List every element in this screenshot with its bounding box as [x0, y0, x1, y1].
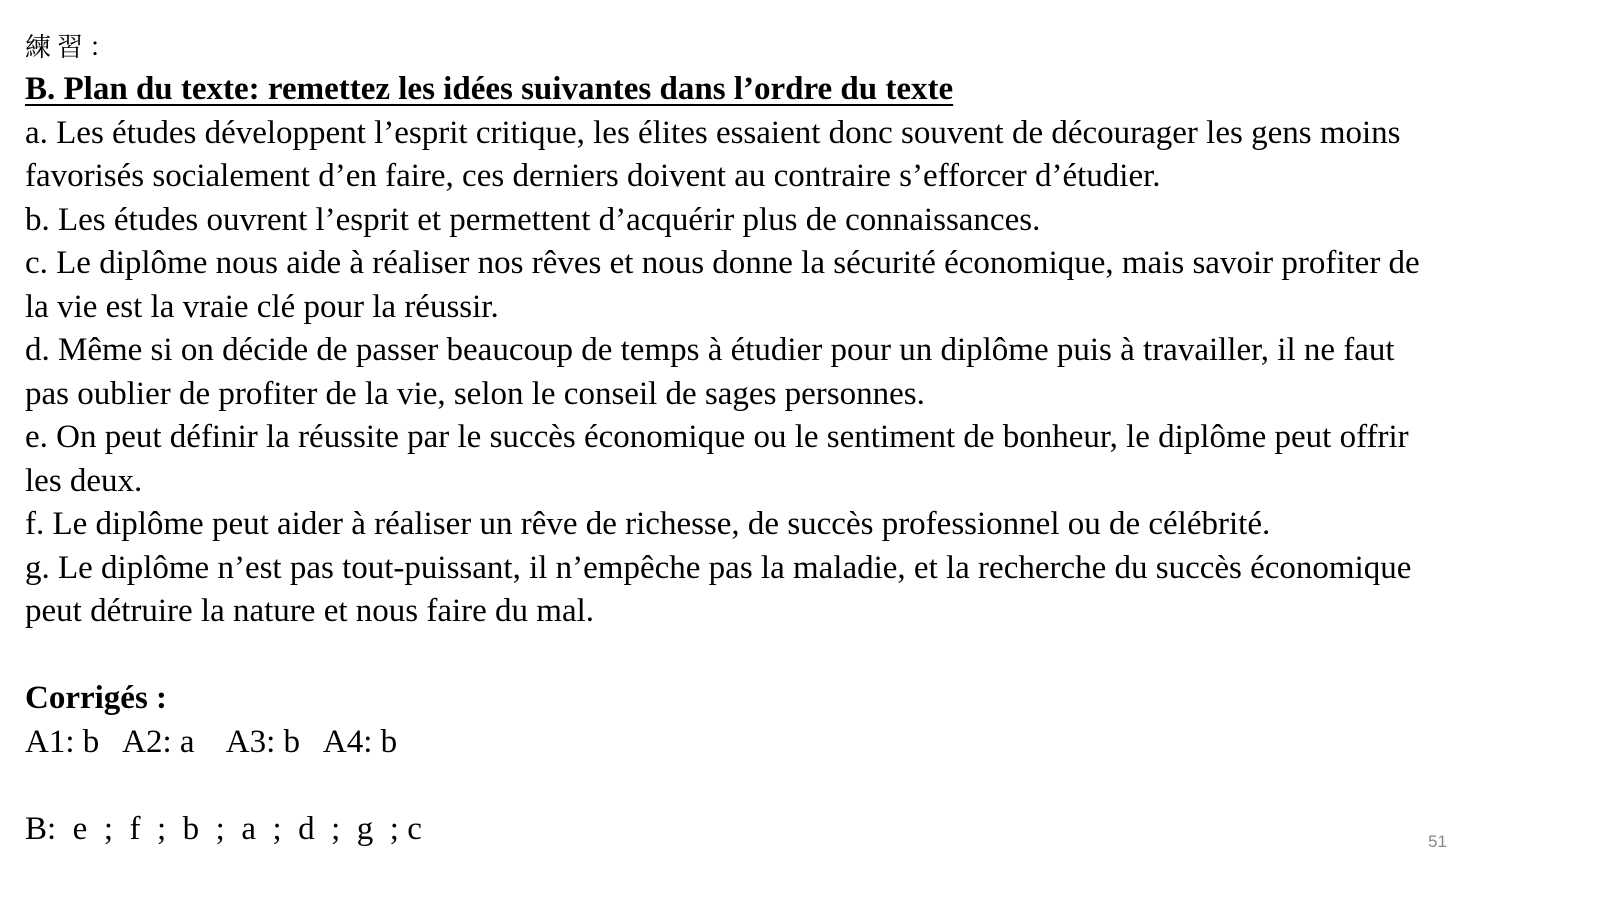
idea-line: a. Les études développent l’esprit critique, les élites essaient donc souvent de décourager les gens moins: [25, 114, 1401, 151]
answers-section: [25, 677, 1585, 851]
idea-line: f. Le diplôme peut aider à réaliser un rêve de richesse, de succès professionnel ou de célébrité.: [25, 506, 1271, 542]
page-number: 51: [1428, 832, 1447, 851]
idea-list: [25, 112, 1585, 634]
idea-line: d. Même si on décide de passer beaucoup de temps à étudier pour un diplôme puis à travailler, il ne faut: [25, 332, 1395, 368]
idea-line: les deux.: [25, 462, 143, 499]
exercise-label: 練習：: [25, 33, 122, 63]
section-title: B. Plan du texte: remettez les idées suivantes dans l’ordre du texte: [25, 71, 954, 107]
idea-item-b: [25, 199, 1585, 243]
idea-line: c. Le diplôme nous aide à réaliser nos rêves et nous donne la sécurité économique, mais savoir profiter de: [25, 245, 1420, 281]
spacer: [25, 634, 1585, 678]
idea-line: b. Les études ouvrent l’esprit et permettent d’acquérir plus de connaissances.: [25, 201, 1041, 238]
idea-line: favorisés socialement d’en faire, ces derniers doivent au contraire s’efforcer d’étudier.: [25, 158, 1161, 194]
slide-content: [25, 28, 1585, 851]
answers-part-a: A1: b A2: a A3: b A4: b: [25, 723, 398, 760]
answers-title: Corrigés :: [25, 680, 168, 716]
answers-part-b: B: e ; f ; b ; a ; d ; g ; c: [25, 810, 422, 847]
spacer: [25, 764, 1585, 808]
idea-item-g: [25, 547, 1585, 634]
idea-line: g. Le diplôme n’est pas tout-puissant, il n’empêche pas la maladie, et la recherche du succès économique: [25, 549, 1412, 586]
idea-item-f: [25, 503, 1585, 547]
idea-item-a: [25, 112, 1585, 199]
idea-line: pas oublier de profiter de la vie, selon le conseil de sages personnes.: [25, 375, 925, 412]
idea-line: peut détruire la nature et nous faire du mal.: [25, 593, 595, 629]
idea-line: e. On peut définir la réussite par le succès économique ou le sentiment de bonheur, le diplôme peut offrir: [25, 419, 1409, 455]
idea-item-d: [25, 329, 1585, 416]
idea-line: la vie est la vraie clé pour la réussir.: [25, 288, 499, 325]
idea-item-c: [25, 242, 1585, 329]
idea-item-e: [25, 416, 1585, 503]
